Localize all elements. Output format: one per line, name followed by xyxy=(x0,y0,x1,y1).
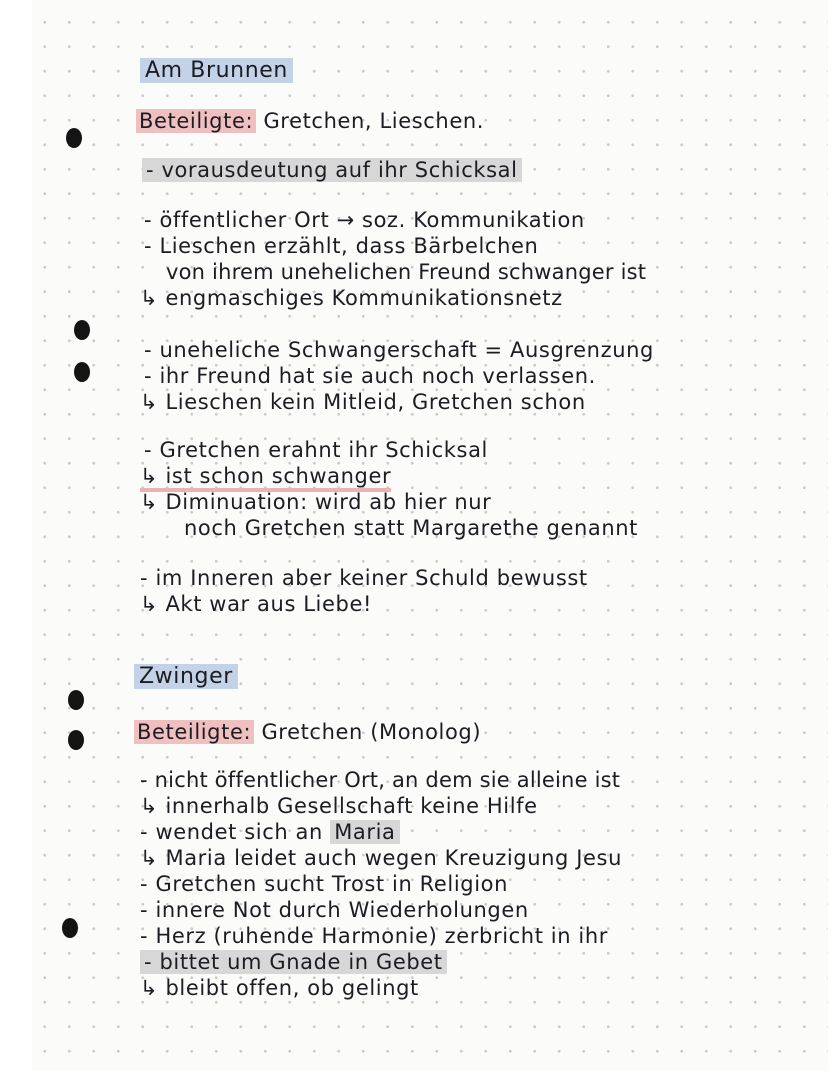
note-line: ↳ Maria leidet auch wegen Kreuzigung Jesu xyxy=(140,846,623,870)
note-line: - im Inneren aber keiner Schuld bewusst xyxy=(140,566,588,590)
note-line: von ihrem unehelichen Freund schwanger ist xyxy=(166,260,647,284)
note-line: ↳ Akt war aus Liebe! xyxy=(140,592,372,616)
participants-value: Gretchen (Monolog) xyxy=(261,720,482,744)
note-line: - öffentlicher Ort → soz. Kommunikation xyxy=(144,208,585,232)
note-line: ↳ innerhalb Gesellschaft keine Hilfe xyxy=(140,794,538,818)
note-line: ↳ engmaschiges Kommunikationsnetz xyxy=(140,286,563,310)
note-line: ↳ Lieschen kein Mitleid, Gretchen schon xyxy=(140,390,586,414)
note-line: - vorausdeutung auf ihr Schicksal xyxy=(142,158,522,182)
section-title: Am Brunnen xyxy=(140,58,293,83)
note-line: ↳ Diminuation: wird ab hier nur xyxy=(140,490,492,514)
participants-line xyxy=(136,109,484,133)
note-line: - Lieschen erzählt, dass Bärbelchen xyxy=(144,234,539,258)
note-line: noch Gretchen statt Margarethe genannt xyxy=(184,516,638,540)
note-line: - nicht öffentlicher Ort, an dem sie alleine ist xyxy=(140,768,621,792)
participants-line xyxy=(134,720,481,744)
note-line: - ihr Freund hat sie auch noch verlassen. xyxy=(144,364,596,388)
note-line: ↳ bleibt offen, ob gelingt xyxy=(140,976,419,1000)
note-line: - uneheliche Schwangerschaft = Ausgrenzung xyxy=(144,338,654,362)
note-line: - Herz (ruhende Harmonie) zerbricht in ihr xyxy=(140,924,608,948)
section-title: Zwinger xyxy=(134,664,238,689)
participants-label: Beteiligte: xyxy=(134,720,254,744)
note-line: - Gretchen erahnt ihr Schicksal xyxy=(144,438,488,462)
participants-value: Gretchen, Lieschen. xyxy=(263,109,485,133)
participants-label: Beteiligte: xyxy=(136,109,256,133)
note-line: - innere Not durch Wiederholungen xyxy=(140,898,529,922)
note-line: - Gretchen sucht Trost in Religion xyxy=(140,872,509,896)
note-line: - wendet sich an Maria xyxy=(140,820,400,844)
note-line: ↳ ist schon schwanger xyxy=(140,464,391,488)
note-line: - bittet um Gnade in Gebet xyxy=(140,950,447,974)
